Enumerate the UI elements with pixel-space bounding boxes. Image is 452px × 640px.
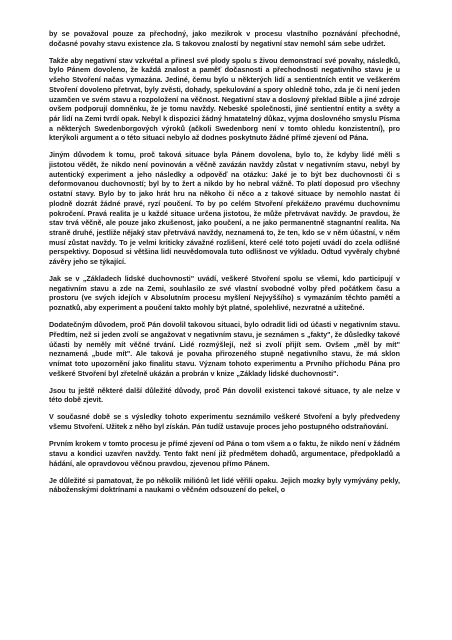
paragraph: Dodatečným důvodem, proč Pán dovolil takovou situaci, bylo odradit lidi od účasti v negativním stavu. Předtím, než si jeden zvolí se angažovat v negativním stavu, je seznámen s „fakty", že důsledky takové účasti by neměly mít věčné trvání. Lidé rozmýšlejí, než si zvolí přijít sem. Ovšem „měl by mít" neznamená „bude mít". Ale taková je povaha přirozeného stupně negativního stavu, že má sklon vnímat toto upozornění jako finalitu stavu. Význam tohoto experimentu a Prvního příchodu Pána pro veškeré Stvoření byl zřetelně ukázán a probrán v knize „Základy lidské duchovnosti".: [49, 321, 400, 378]
paragraph: V současné době se s výsledky tohoto experimentu seznámilo veškeré Stvoření a byly předvedeny všemu Stvoření. Užitek z něho byl získán. Pán tudíž ustavuje proces jeho postupného odstraňování.: [49, 413, 400, 432]
paragraph: Jiným důvodem k tomu, proč taková situace byla Pánem dovolena, bylo to, že kdyby lidé měli s jistotou vědět, že nikdo není povinován a věčně zavázán navždy zůstat v negativním stavu, nebyl by autentický experiment a jeho následky a odpověď na otázku: Jaké je to být bez duchovnosti či s deformovanou duchovností; byl by to žert a nikdo by ho nebral vážně. To platí doposud pro všechny ostatní stavy. Bylo by to jako hrát hru na někoho či něco a z takové situace by nemohlo nastat či plodně dozrát žádné pravé, ryzí poučení. To by po celém Stvoření překážело pravému duchovnímu pokročení. Pravá realita je u každé situace určena jistotou, že může přetrvávat navždy. Je pravdou, že stav trvá věčně, ale pouze jako zkušenost, jako poučení, a ne jako permanentně stagnantní realita. Na straně druhé, jestliže nějaký stav přetrvává navždy, neznamená to, že ten, kdo se v něm účastní, v něm musí zůstat navždy. To je velmi kriticky závažné rozlišení, které celé toto pojetí uvádí do zcela odlišné perspektivy. Doposud si většina lidí neuvědomovala tuto odlišnost ve výkladu. Odtud vyvěraly chybné závěry jeho se týkající.: [49, 151, 400, 267]
paragraph: Takže aby negativní stav vzkvétal a přinesl své plody spolu s živou demonstrací své povahy, následků, bylo Pánem dovoleno, že každá znalost a paměť dočasnosti a přechodnosti negativního stavu je u všeho Stvoření načas vymazána. Jediné, čemu bylo u některých lidí a sentientních entit ve veškerém Stvoření dovoleno přetrvat, byly zvěsti, dohady, spekulování a spory ohledně toho, zda je či není jeden uzamčen ve svém stavu a rozpoložení na věčnost. Negativní stav a doslovný překlad Bible a jiné zdroje ovšem podporují domněnku, že je tomu navždy. Nebeské společnosti, jiné sentientní entity a světy a pár lidí na Zemi tvrdí opak. Nebyl k dispozici žádný hmatatelný důkaz, vyjma doslovného smyslu Písma a některých Swedenborgových výroků (ačkoli Swedenborg není v tomto ohledu konzistentní), pro kterýkoli argument a o této situaci nebylo až dodnes poskytnuto žádné přímé zjevení od Pána.: [49, 56, 400, 143]
paragraph: Prvním krokem v tomto procesu je přímé zjevení od Pána o tom všem a o faktu, že nikdo není v žádném stavu a kondici uzavřen navždy. Tento fakt není již předmětem dohadů, argumentace, předpokladů a hádání, ale opravdovou věčnou pravdou, zjevenou přímo Pánem.: [49, 440, 400, 468]
paragraph: Jsou tu ještě některé další důležité důvody, proč Pán dovolil existenci takové situace, ty ale nelze v této době zjevit.: [49, 386, 400, 405]
paragraph: Je důležité si pamatovat, že po několik miliónů let lidé věřili opaku. Jejich mozky byly vymývány pekly, náboženskými doktrínami a naukami o věčném odsouzení do pekel, o: [49, 476, 400, 495]
paragraph: by se považoval pouze za přechodný, jako mezikrok v procesu vlastního poznávání přechodné, dočasné povahy stavu existence zla. S takovou znalostí by negativní stav nemohl sám sebe udržet.: [49, 30, 400, 48]
paragraph: Jak se v „Základech lidské duchovnosti" uvádí, veškeré Stvoření spolu se všemi, kdo participují v negativním stavu a zde na Zemi, souhlasilo ze své vlastní svobodné volby před počátkem času a prostoru (ve svých idejích v Absolutním procesu myšlení Nejvyššího) s vymazáním těchto pamětí a poznatků, aby experiment a poučení takto mohly být platné, spolehlivé, nezvratné a užitečné.: [49, 275, 400, 313]
